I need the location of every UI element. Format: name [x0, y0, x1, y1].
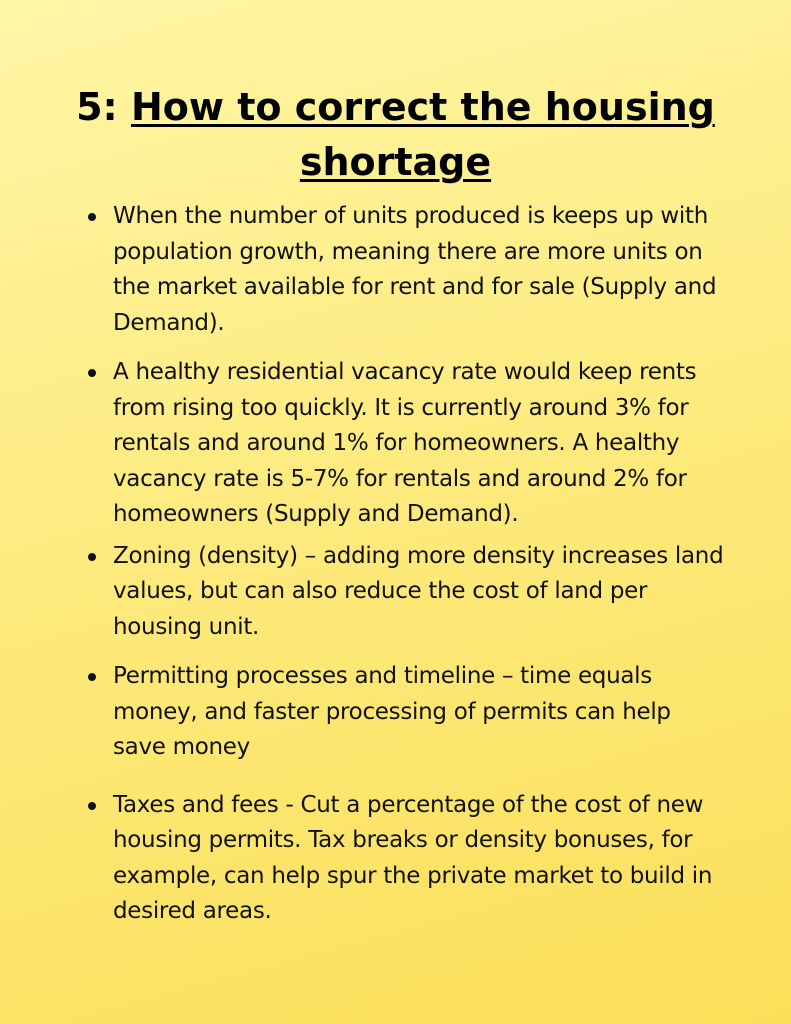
bullet-vacancy-rate: A healthy residential vacancy rate would keep rents from rising too quickly. It is currently around 3% for rentals and around 1% for homeowners. A healthy vacancy rate is 5-7% for rentals and around 2% for homeowners (Supply and Demand). — [88, 355, 728, 533]
bullet-zoning: Zoning (density) – adding more density increases land values, but can also reduce the cost of land per housing unit. — [88, 539, 728, 646]
title-text: How to correct the housing shortage — [130, 85, 715, 184]
bullet-taxes-fees: Taxes and fees - Cut a percentage of the cost of new housing permits. Tax breaks or density bonuses, for example, can help spur the private market to build in desired areas. — [88, 788, 728, 930]
bullet-supply-demand: When the number of units produced is keeps up with population growth, meaning there are more units on the market available for rent and for sale (Supply and Demand). — [88, 199, 728, 341]
page-title — [60, 80, 731, 190]
bullet-list — [88, 199, 728, 930]
bullet-permitting: Permitting processes and timeline – time equals money, and faster processing of permits can help save money — [88, 659, 728, 766]
title-number: 5: — [76, 85, 131, 129]
